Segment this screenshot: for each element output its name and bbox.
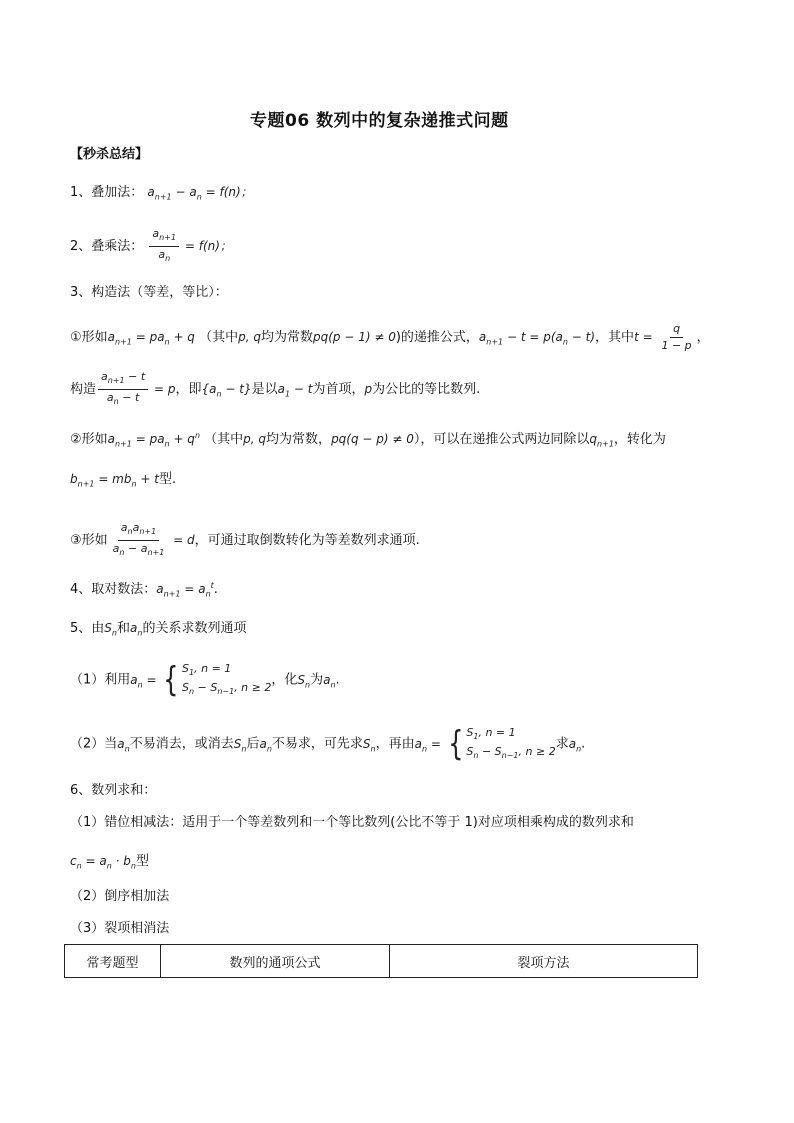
item-6a: （1）错位相减法：适用于一个等差数列和一个等比数列(公比不等于 1)对应项相乘构成的数列求和 (70, 815, 634, 830)
text: 构造 (70, 382, 97, 398)
method-table (64, 944, 698, 978)
formula: $a_n$ = { $S_1$, n = 1 $S_n - S_{n-1}$, n ≥ 2 (414, 724, 556, 765)
text: 均为常数 (260, 330, 313, 345)
text: （2）当 (70, 736, 118, 752)
table-header-cell: 裂项方法 (390, 945, 698, 978)
text: ，可通过取倒数转化为等差数列求通项. (194, 533, 420, 549)
section-header: 【秒杀总结】 (70, 147, 149, 162)
item-5a (70, 661, 340, 699)
text: 和 (116, 621, 130, 636)
item-3c (70, 521, 420, 560)
text: 为 (310, 672, 324, 688)
formula: $a_n$ (323, 672, 336, 690)
formula: t = $\frac{q}{1 - p}$ (634, 322, 692, 352)
item-3b-line2 (70, 471, 176, 492)
text: （其中 (204, 432, 244, 447)
text: 是以 (251, 382, 278, 398)
item-3b-line1 (70, 428, 666, 452)
item-5b (70, 725, 585, 763)
text: 后 (246, 736, 260, 752)
text: 的关系求数列通项 (142, 621, 247, 636)
item-2-label: 2、叠乘法： (70, 239, 144, 255)
text: 为首项， (312, 382, 365, 398)
item-1-label: 1、叠加法： (70, 185, 144, 200)
formula: $S_n$ (297, 672, 311, 690)
formula: $a_n$ (130, 621, 143, 638)
formula: $a_n$ (568, 736, 582, 754)
formula: p (364, 382, 373, 397)
formula: $S_n$ (104, 621, 117, 638)
text: （1）利用 (70, 672, 131, 688)
formula: p, q (238, 330, 261, 344)
text: ③形如 (70, 533, 108, 549)
formula: $b_{n+1} = mb_n + t$ (70, 472, 159, 489)
text: ，其中 (595, 330, 635, 345)
formula: $a_{n+1} = pa_n + q$ (107, 330, 195, 347)
text: ，再由 (375, 736, 415, 752)
item-6c: （3）裂项相消法 (70, 921, 170, 936)
table-header-cell: 常考题型 (65, 945, 161, 978)
item-6-label: 6、数列求和： (70, 783, 157, 798)
text: . (213, 582, 218, 597)
item-1 (70, 184, 253, 205)
formula: $\{a_n - t\}$ (201, 382, 252, 399)
text: . (581, 736, 586, 752)
text: 均为常数， (266, 432, 332, 447)
text: ，化 (271, 672, 298, 688)
item-1-formula: $a_{n+1} - a_n = f(n)$； (147, 185, 253, 202)
formula: $S_n$ (233, 736, 247, 754)
text: ②形如 (70, 432, 108, 447)
text: 型. (158, 472, 177, 487)
formula: $c_n = a_n \cdot b_n$ (70, 854, 136, 871)
page-title: 专题06 数列中的复杂递推式问题 (250, 111, 509, 131)
text: 为公比的等比数列. (372, 382, 481, 398)
formula: $a_{n+1} = a_n^t$ (156, 581, 214, 599)
text: ，转化为 (613, 432, 666, 447)
formula: $a_1 - t$ (277, 382, 313, 399)
formula: $a_n$ = { $S_1$, n = 1 $S_n - S_{n-1}$, n ≥ 2 (130, 660, 272, 701)
text: ， (696, 330, 710, 345)
text: . (335, 672, 340, 688)
table-header-row (65, 945, 698, 978)
table-header-cell: 数列的通项公式 (161, 945, 390, 978)
item-4-label: 4、取对数法： (70, 582, 157, 597)
item-2-formula: $\frac{a_{n+1}}{a_n}$ = f(n)； (147, 239, 232, 253)
text: 求 (555, 736, 569, 752)
formula: $q_{n+1}$ (589, 432, 614, 449)
text: 型 (135, 854, 149, 869)
text: （其中 (199, 330, 239, 345)
item-5 (70, 620, 246, 641)
formula: $\frac{a_na_{n+1}}{a_n - a_{n+1}}$ = d (112, 521, 195, 558)
formula: $S_n$ (362, 736, 376, 754)
item-4 (70, 578, 218, 602)
item-2 (70, 227, 232, 266)
formula: $a_{n+1} - t = p(a_n - t)$ (478, 330, 596, 347)
item-6b: （2）倒序相加法 (70, 889, 170, 904)
item-6a-line2 (70, 853, 149, 874)
text: ，即 (175, 382, 202, 398)
formula: $a_{n+1} = pa_n + q^n$ (107, 431, 201, 449)
text: 不易求，可先求 (271, 736, 363, 752)
formula: $a_n$ (259, 736, 272, 754)
formula: p, q (243, 432, 267, 446)
item-3-label: 3、构造法（等差，等比）： (70, 285, 228, 300)
text: 5、由 (70, 621, 105, 636)
formula: pq(p − 1) ≠ 0 (312, 330, 396, 344)
formula: pq(q − p) ≠ 0 (331, 432, 414, 446)
item-3a-line1 (70, 322, 710, 353)
text: )的递推公式， (395, 330, 479, 345)
formula: $a_n$ (117, 736, 130, 754)
text: 不易消去，或消去 (129, 736, 234, 752)
text: ①形如 (70, 330, 108, 345)
text: ），可以在递推公式两边同除以 (413, 432, 590, 447)
item-3a-line2 (70, 370, 480, 409)
formula: $\frac{a_{n+1} - t}{a_n - t}$ = p (96, 382, 175, 396)
